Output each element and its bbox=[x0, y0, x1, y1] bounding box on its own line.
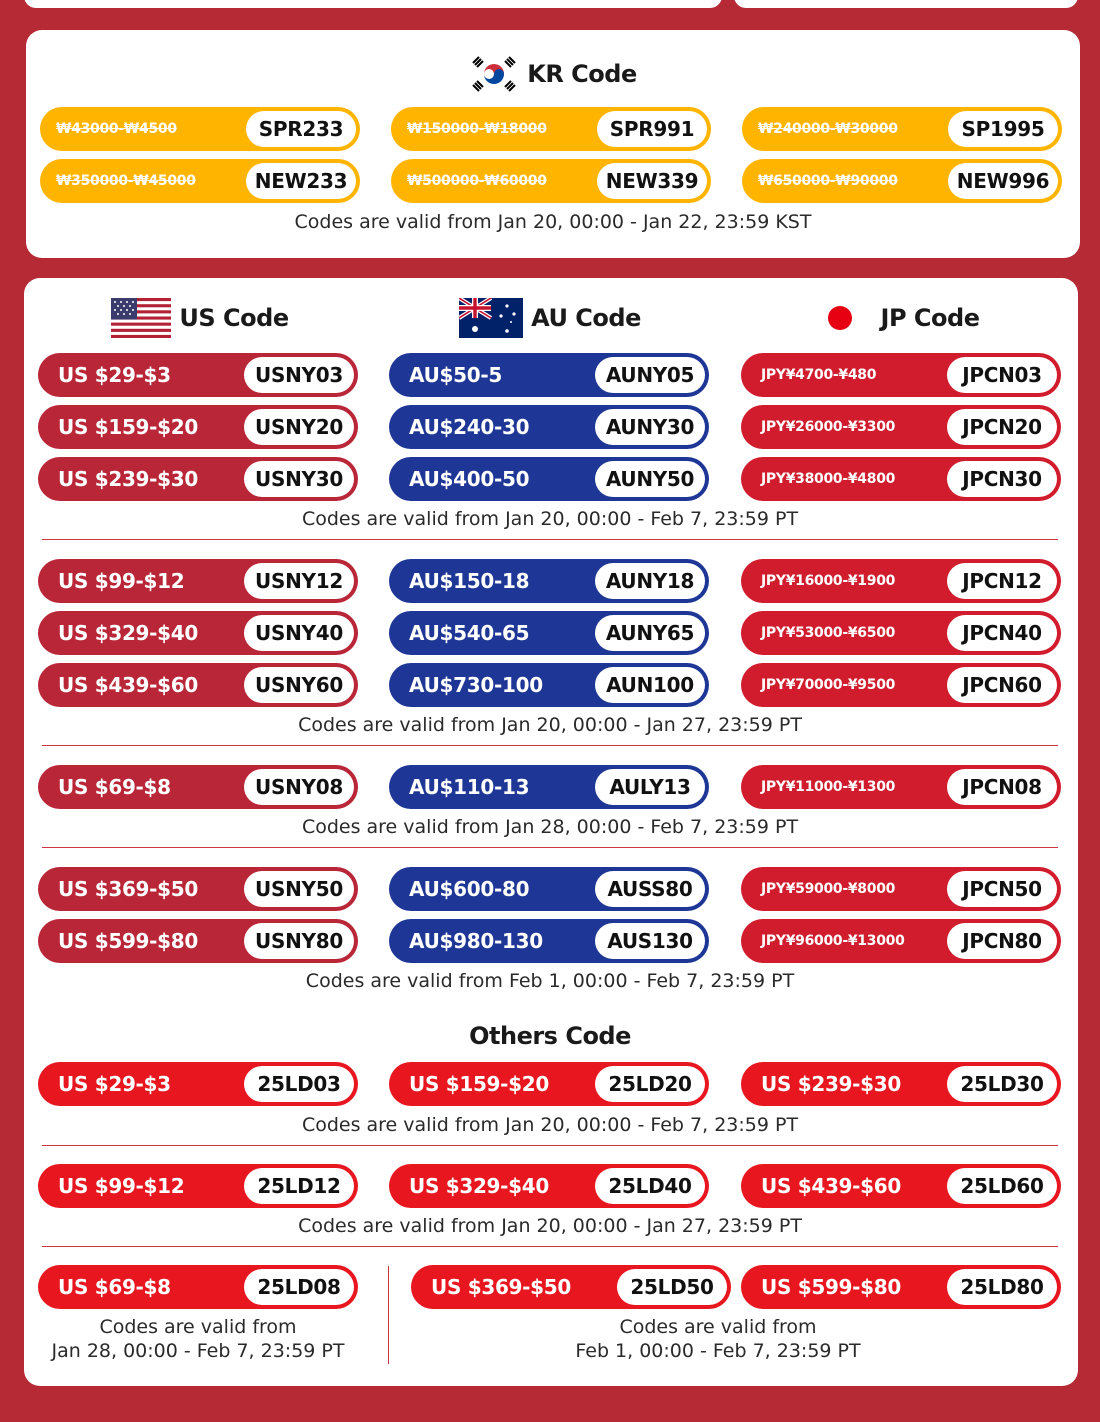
kr-code-card bbox=[26, 30, 1080, 258]
jp-code-header bbox=[742, 296, 1062, 340]
korea-flag-icon bbox=[469, 54, 519, 94]
coupon-pill[interactable] bbox=[742, 107, 1062, 151]
coupon-code[interactable]: AULY13 bbox=[595, 769, 705, 805]
coupon-pill[interactable] bbox=[38, 1164, 358, 1208]
coupon-pill[interactable] bbox=[38, 663, 358, 707]
us-code-header bbox=[40, 296, 360, 340]
coupon-pill[interactable] bbox=[38, 1265, 358, 1309]
coupon-code[interactable]: USNY60 bbox=[244, 667, 354, 703]
coupon-code[interactable]: JPCN60 bbox=[947, 667, 1057, 703]
coupon-pill[interactable] bbox=[38, 405, 358, 449]
coupon-code[interactable]: AUN100 bbox=[595, 667, 705, 703]
kr-code-header bbox=[26, 54, 1080, 94]
coupon-pill[interactable] bbox=[389, 867, 709, 911]
coupon-code[interactable]: USNY12 bbox=[244, 563, 354, 599]
coupon-code[interactable]: JPCN80 bbox=[947, 923, 1057, 959]
others-code-title: Others Code bbox=[469, 1022, 631, 1050]
coupon-code[interactable]: USNY03 bbox=[244, 357, 354, 393]
coupon-price: JPY¥11000-¥1300 bbox=[761, 779, 896, 795]
coupon-price: US $29-$3 bbox=[58, 363, 171, 387]
coupon-code[interactable]: JPCN08 bbox=[947, 769, 1057, 805]
coupon-pill[interactable] bbox=[38, 353, 358, 397]
coupon-code[interactable]: 25LD20 bbox=[595, 1066, 705, 1102]
coupon-code[interactable]: USNY40 bbox=[244, 615, 354, 651]
coupon-pill[interactable] bbox=[741, 663, 1061, 707]
coupon-price: ₩240000-₩30000 bbox=[758, 121, 898, 137]
previous-card-left bbox=[24, 0, 722, 8]
coupon-code[interactable]: 25LD60 bbox=[947, 1168, 1057, 1204]
coupon-pill[interactable] bbox=[741, 867, 1061, 911]
coupon-price: AU$50-5 bbox=[409, 363, 502, 387]
coupon-code[interactable]: 25LD80 bbox=[947, 1269, 1057, 1305]
coupon-price: JPY¥26000-¥3300 bbox=[761, 419, 896, 435]
coupon-code[interactable]: JPCN40 bbox=[947, 615, 1057, 651]
coupon-code[interactable]: SP1995 bbox=[948, 111, 1058, 147]
vertical-divider bbox=[388, 1266, 389, 1364]
coupon-price: AU$980-130 bbox=[409, 929, 543, 953]
coupon-code[interactable]: AUNY05 bbox=[595, 357, 705, 393]
coupon-pill[interactable] bbox=[40, 159, 360, 203]
coupon-pill[interactable] bbox=[38, 867, 358, 911]
section-divider bbox=[42, 1145, 1058, 1146]
coupon-code[interactable]: AUNY30 bbox=[595, 409, 705, 445]
coupon-price: US $369-$50 bbox=[58, 877, 199, 901]
coupon-price: JPY¥53000-¥6500 bbox=[761, 625, 896, 641]
coupon-price: US $439-$60 bbox=[58, 673, 199, 697]
coupon-code[interactable]: 25LD03 bbox=[244, 1066, 354, 1102]
us-flag-icon bbox=[111, 298, 171, 338]
validity-note-line-1: Codes are valid from bbox=[619, 1316, 817, 1338]
coupon-price: ₩650000-₩90000 bbox=[758, 173, 898, 189]
coupon-pill[interactable] bbox=[411, 1265, 731, 1309]
coupon-price: ₩350000-₩45000 bbox=[56, 173, 196, 189]
section-divider bbox=[42, 1246, 1058, 1247]
coupon-price: US $99-$12 bbox=[58, 1174, 185, 1198]
validity-note-line-1: Codes are valid from bbox=[99, 1316, 297, 1338]
coupon-price: JPY¥38000-¥4800 bbox=[761, 471, 896, 487]
coupon-price: ₩43000-₩4500 bbox=[56, 121, 177, 137]
coupon-price: US $439-$60 bbox=[761, 1174, 902, 1198]
au-code-header bbox=[390, 296, 710, 340]
coupon-price: US $329-$40 bbox=[409, 1174, 550, 1198]
validity-note-line-2: Feb 1, 00:00 - Feb 7, 23:59 PT bbox=[575, 1340, 861, 1362]
coupon-price: JPY¥59000-¥8000 bbox=[761, 881, 896, 897]
coupon-pill[interactable] bbox=[38, 765, 358, 809]
coupon-price: US $599-$80 bbox=[761, 1275, 902, 1299]
coupon-price: US $69-$8 bbox=[58, 1275, 171, 1299]
coupon-price: US $29-$3 bbox=[58, 1072, 171, 1096]
coupon-price: US $239-$30 bbox=[761, 1072, 902, 1096]
coupon-pill[interactable] bbox=[742, 159, 1062, 203]
coupon-price: US $599-$80 bbox=[58, 929, 199, 953]
australia-flag-icon bbox=[459, 298, 523, 338]
coupon-pill[interactable] bbox=[38, 919, 358, 963]
coupon-pill[interactable] bbox=[389, 611, 709, 655]
kr-code-title: KR Code bbox=[527, 60, 637, 88]
coupon-code[interactable]: 25LD12 bbox=[244, 1168, 354, 1204]
coupon-code[interactable]: AUSS80 bbox=[595, 871, 705, 907]
coupon-code[interactable]: AUS130 bbox=[595, 923, 705, 959]
coupon-price: AU$730-100 bbox=[409, 673, 543, 697]
others-code-header bbox=[0, 1016, 1100, 1056]
coupon-code[interactable]: 25LD50 bbox=[617, 1269, 727, 1305]
coupon-code[interactable]: USNY80 bbox=[244, 923, 354, 959]
coupon-pill[interactable] bbox=[741, 1062, 1061, 1106]
coupon-code[interactable]: JPCN12 bbox=[947, 563, 1057, 599]
coupon-pill[interactable] bbox=[38, 611, 358, 655]
coupon-code[interactable]: USNY08 bbox=[244, 769, 354, 805]
coupon-price: ₩150000-₩18000 bbox=[407, 121, 547, 137]
coupon-price: US $99-$12 bbox=[58, 569, 185, 593]
coupon-price: JPY¥96000-¥13000 bbox=[761, 933, 905, 949]
jp-code-title: JP Code bbox=[880, 304, 980, 332]
coupon-price: US $329-$40 bbox=[58, 621, 199, 645]
coupon-price: AU$150-18 bbox=[409, 569, 530, 593]
us-code-title: US Code bbox=[179, 304, 289, 332]
kr-validity-note: Codes are valid from Jan 20, 00:00 - Jan 22, 23:59 KST bbox=[294, 211, 812, 233]
coupon-pill[interactable] bbox=[389, 457, 709, 501]
coupon-price: ₩500000-₩60000 bbox=[407, 173, 547, 189]
coupon-code[interactable]: JPCN03 bbox=[947, 357, 1057, 393]
coupon-code[interactable]: JPCN20 bbox=[947, 409, 1057, 445]
coupon-price: US $69-$8 bbox=[58, 775, 171, 799]
coupon-price: US $159-$20 bbox=[409, 1072, 550, 1096]
coupon-code[interactable]: NEW233 bbox=[246, 163, 356, 199]
coupon-price: AU$110-13 bbox=[409, 775, 530, 799]
coupon-pill[interactable] bbox=[389, 405, 709, 449]
coupon-pill[interactable] bbox=[391, 107, 711, 151]
coupon-code[interactable]: SPR991 bbox=[597, 111, 707, 147]
coupon-pill[interactable] bbox=[38, 559, 358, 603]
coupon-price: JPY¥16000-¥1900 bbox=[761, 573, 896, 589]
coupon-pill[interactable] bbox=[389, 1164, 709, 1208]
coupon-code[interactable]: USNY50 bbox=[244, 871, 354, 907]
coupon-price: AU$400-50 bbox=[409, 467, 530, 491]
section-divider bbox=[42, 847, 1058, 848]
section-divider bbox=[42, 539, 1058, 540]
coupon-price: US $369-$50 bbox=[431, 1275, 572, 1299]
coupon-code[interactable]: AUNY50 bbox=[595, 461, 705, 497]
coupon-pill[interactable] bbox=[741, 1265, 1061, 1309]
coupon-code[interactable]: NEW996 bbox=[948, 163, 1058, 199]
coupon-price: US $159-$20 bbox=[58, 415, 199, 439]
coupon-pill[interactable] bbox=[741, 765, 1061, 809]
coupon-pill[interactable] bbox=[389, 1062, 709, 1106]
validity-note: Codes are valid from Jan 20, 00:00 - Feb 7, 23:59 PT bbox=[301, 508, 799, 530]
coupon-pill[interactable] bbox=[40, 107, 360, 151]
coupon-price: AU$600-80 bbox=[409, 877, 530, 901]
coupon-code[interactable]: 25LD08 bbox=[244, 1269, 354, 1305]
validity-note: Codes are valid from Feb 1, 00:00 - Feb 7, 23:59 PT bbox=[305, 970, 795, 992]
coupon-pill[interactable] bbox=[741, 919, 1061, 963]
coupon-pill[interactable] bbox=[389, 919, 709, 963]
coupon-price: AU$540-65 bbox=[409, 621, 530, 645]
coupon-pill[interactable] bbox=[38, 457, 358, 501]
coupon-code[interactable]: JPCN50 bbox=[947, 871, 1057, 907]
coupon-code[interactable]: NEW339 bbox=[597, 163, 707, 199]
coupon-code[interactable]: USNY20 bbox=[244, 409, 354, 445]
coupon-price: US $239-$30 bbox=[58, 467, 199, 491]
coupon-price: JPY¥70000-¥9500 bbox=[761, 677, 896, 693]
coupon-code[interactable]: USNY30 bbox=[244, 461, 354, 497]
validity-note: Codes are valid from Jan 20, 00:00 - Jan 27, 23:59 PT bbox=[298, 714, 802, 736]
section-divider bbox=[42, 745, 1058, 746]
coupon-price: AU$240-30 bbox=[409, 415, 530, 439]
validity-note: Codes are valid from Jan 28, 00:00 - Feb 7, 23:59 PT bbox=[301, 816, 799, 838]
coupon-pill[interactable] bbox=[741, 611, 1061, 655]
coupon-pill[interactable] bbox=[38, 1062, 358, 1106]
coupon-code[interactable]: AUNY65 bbox=[595, 615, 705, 651]
coupon-pill[interactable] bbox=[741, 405, 1061, 449]
coupon-code[interactable]: 25LD40 bbox=[595, 1168, 705, 1204]
coupon-price: JPY¥4700-¥480 bbox=[761, 367, 877, 383]
previous-card-right bbox=[734, 0, 1078, 8]
coupon-code[interactable]: JPCN30 bbox=[947, 461, 1057, 497]
validity-note: Codes are valid from Jan 20, 00:00 - Jan 27, 23:59 PT bbox=[298, 1215, 802, 1237]
coupon-pill[interactable] bbox=[389, 765, 709, 809]
coupon-pill[interactable] bbox=[741, 1164, 1061, 1208]
validity-note: Codes are valid from Jan 20, 00:00 - Feb 7, 23:59 PT bbox=[301, 1114, 799, 1136]
coupon-pill[interactable] bbox=[389, 559, 709, 603]
coupon-pill[interactable] bbox=[741, 353, 1061, 397]
coupon-pill[interactable] bbox=[741, 457, 1061, 501]
coupon-code[interactable]: 25LD30 bbox=[947, 1066, 1057, 1102]
coupon-pill[interactable] bbox=[389, 663, 709, 707]
au-code-title: AU Code bbox=[531, 304, 641, 332]
coupon-pill[interactable] bbox=[389, 353, 709, 397]
japan-flag-icon bbox=[825, 303, 855, 333]
coupon-pill[interactable] bbox=[391, 159, 711, 203]
coupon-code[interactable]: SPR233 bbox=[246, 111, 356, 147]
validity-note-line-2: Jan 28, 00:00 - Feb 7, 23:59 PT bbox=[51, 1340, 345, 1362]
coupon-code[interactable]: AUNY18 bbox=[595, 563, 705, 599]
coupon-pill[interactable] bbox=[741, 559, 1061, 603]
